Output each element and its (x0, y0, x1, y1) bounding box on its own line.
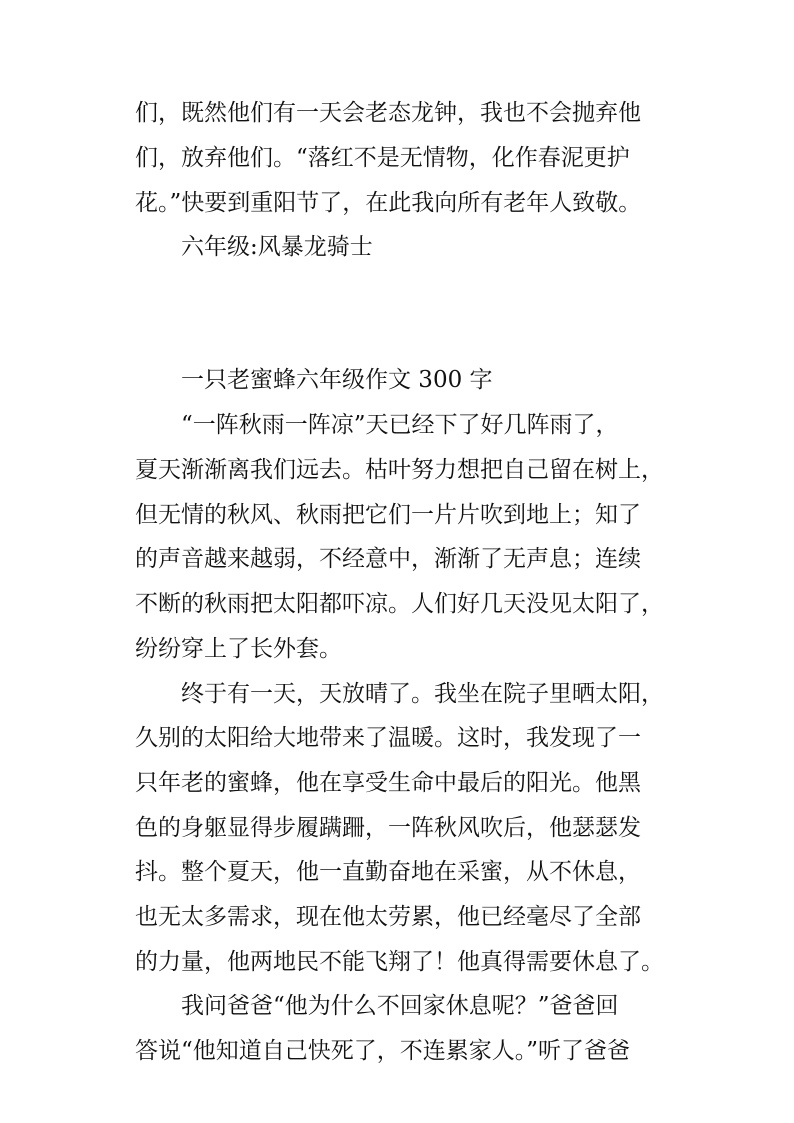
paragraph-line: 夏天渐渐离我们远去。枯叶努力想把自己留在树上， (135, 457, 664, 483)
paragraph-line: 只年老的蜜蜂，他在享受生命中最后的阳光。他黑 (135, 770, 641, 796)
paragraph-line: 久别的太阳给大地带来了温暖。这时，我发现了一 (135, 725, 641, 751)
paragraph-line: 答说“他知道自己快死了，不连累家人。”听了爸爸 (135, 1038, 631, 1064)
paragraph-line: 但无情的秋风、秋雨把它们一片片吹到地上；知了 (135, 502, 641, 528)
intro-line: 们，既然他们有一天会老态龙钟，我也不会抛弃他 (135, 100, 641, 126)
paragraph-line: 的力量，他两地民不能飞翔了！他真得需要休息了。 (135, 949, 664, 975)
signature: 六年级:风暴龙骑士 (181, 234, 373, 260)
paragraph-line: 纷纷穿上了长外套。 (135, 636, 342, 662)
paragraph-line: 不断的秋雨把太阳都吓凉。人们好几天没见太阳了， (135, 591, 664, 617)
paragraph-line: “一阵秋雨一阵凉”天已经下了好几阵雨了， (181, 412, 619, 438)
intro-line: 们，放弃他们。“落红不是无情物，化作春泥更护 (135, 145, 630, 171)
paragraph-line: 的声音越来越弱，不经意中，渐渐了无声息；连续 (135, 546, 641, 572)
paragraph-line: 我问爸爸“他为什么不回家休息呢？”爸爸回 (181, 993, 619, 1019)
paragraph-line: 抖。整个夏天，他一直勤奋地在采蜜，从不休息， (135, 859, 641, 885)
intro-line: 花。”快要到重阳节了，在此我向所有老年人致敬。 (135, 190, 642, 216)
paragraph-line: 终于有一天，天放晴了。我坐在院子里晒太阳， (181, 681, 664, 707)
paragraph-line: 也无太多需求，现在他太劳累，他已经毫尽了全部 (135, 904, 641, 930)
article-title: 一只老蜜蜂六年级作文 300 字 (181, 367, 493, 393)
paragraph-line: 色的身躯显得步履蹒跚，一阵秋风吹后，他瑟瑟发 (135, 815, 641, 841)
